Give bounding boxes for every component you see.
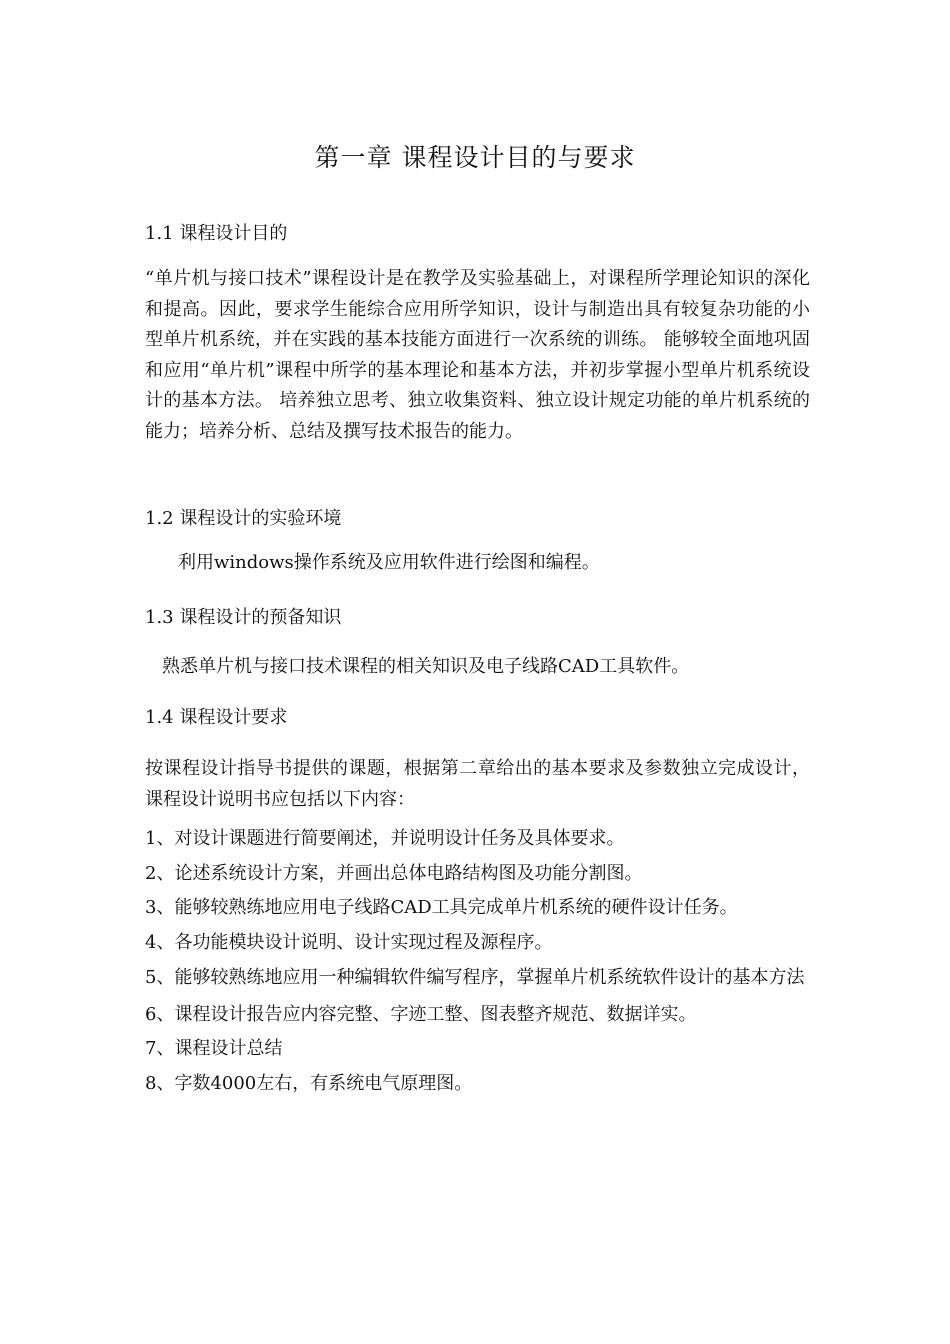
list-item: 3、能够较熟练地应用电子线路CAD工具完成单片机系统的硬件设计任务。 [145, 897, 738, 918]
chapter-title: 第一章 课程设计目的与要求 [314, 143, 636, 172]
list-item: 4、各功能模块设计说明、设计实现过程及源程序。 [145, 931, 553, 953]
section-heading-1-2: 1.2 课程设计的实验环境 [145, 508, 342, 529]
section-body-1-3: 熟悉单片机与接口技术课程的相关知识及电子线路CAD工具软件。 [162, 656, 690, 677]
section-body-1-1: “单片机与接口技术”课程设计是在教学及实验基础上，对课程所学理论知识的深化和提高。因此，要求学生能综合应用所学知识，设计与制造出具有较复杂功能的小型单片机系统，并在实践的基本技能方面进行一次系统的训练。 能够较全面地巩固和应用“单片机”课程中所学的基本理论和基本方法，并初步掌握小型单片机系统设计的基本方法。 培养独立思考、独立收集资料、独立设计规定功能的单片机系统的能力；培养分析、总结及撰写技术报告的能力。 [145, 268, 810, 442]
list-item: 2、论述系统设计方案，并画出总体电路结构图及功能分割图。 [145, 862, 643, 884]
section-heading-1-4: 1.4 课程设计要求 [145, 707, 288, 728]
list-item: 6、课程设计报告应内容完整、字迹工整、图表整齐规范、数据详实。 [145, 1003, 697, 1025]
section-heading-1-3: 1.3 课程设计的预备知识 [145, 607, 342, 628]
list-item: 7、课程设计总结 [145, 1038, 283, 1059]
section-body-1-2: 利用windows操作系统及应用软件进行绘图和编程。 [178, 552, 600, 573]
list-item: 1、对设计课题进行简要阐述，并说明设计任务及具体要求。 [145, 828, 625, 849]
list-item: 5、能够较熟练地应用一种编辑软件编写程序，掌握单片机系统软件设计的基本方法 [145, 967, 805, 988]
section-body-1-4: 按课程设计指导书提供的课题，根据第二章给出的基本要求及参数独立完成设计，课程设计说明书应包括以下内容： [145, 758, 810, 810]
list-item: 8、字数4000左右，有系统电气原理图。 [145, 1072, 473, 1094]
section-heading-1-1: 1.1 课程设计目的 [145, 223, 288, 244]
requirements-list [145, 823, 810, 1102]
